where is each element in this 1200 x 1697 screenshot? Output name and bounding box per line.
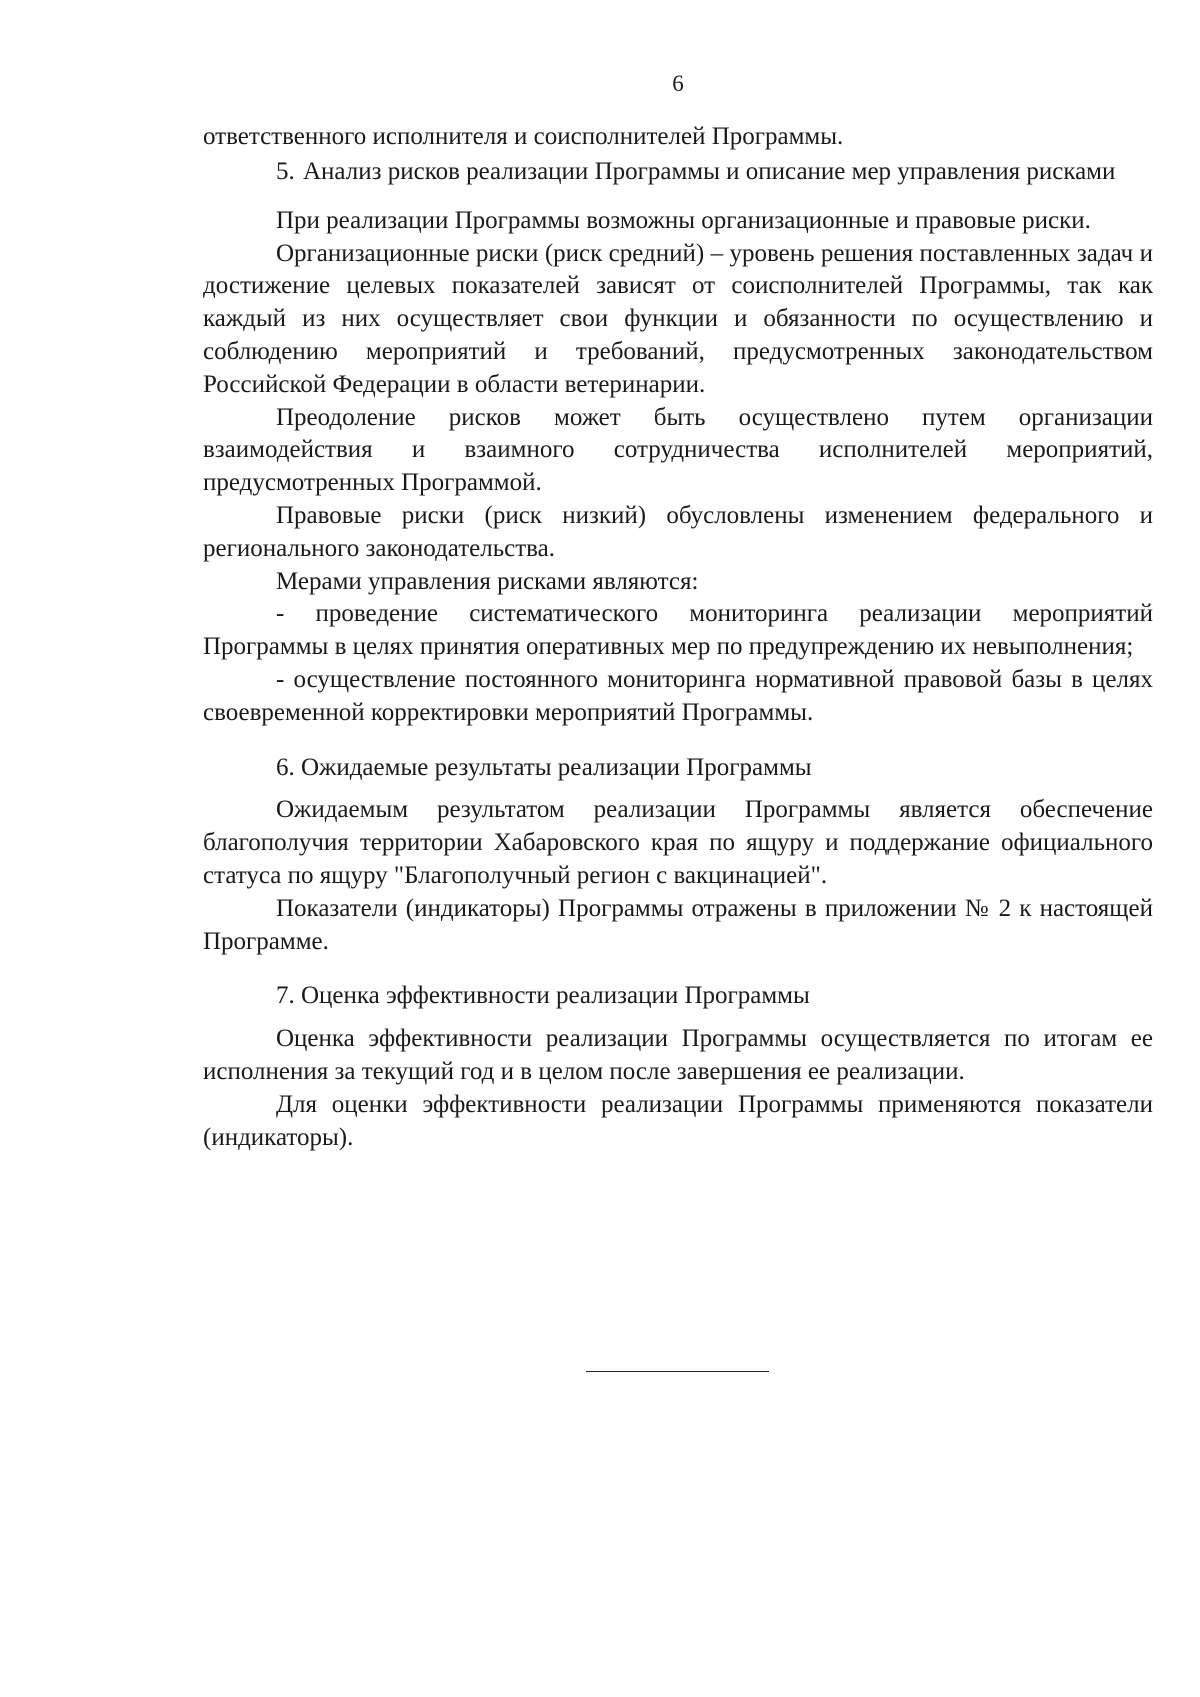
section-5-paragraph-2: Организационные риски (риск средний) – уровень решения поставленных задач и достижение целевых показателей зависят от соисполнителей Программы, так как каждый из них осуществляет свои функции и обязанности по осуществлению и соблюдению мероприятий и требований, предусмотренных законодательством Российской Федерации в области ветеринарии. <box>203 239 1153 398</box>
section-6-heading: 6. Ожидаемые результаты реализации Программы <box>276 753 812 781</box>
section-5-paragraph-5: Мерами управления рисками являются: <box>276 567 699 595</box>
section-6-paragraph-1: Ожидаемым результатом реализации Программы является обеспечение благополучия территории Хабаровского края по ящуру и поддержание официального статуса по ящуру "Благополучный регион с вакцинацией". <box>203 796 1153 889</box>
section-5-list-item-2: - осуществление постоянного мониторинга нормативной правовой базы в целях своевременной корректировки мероприятий Программы. <box>203 665 1153 726</box>
section-5-paragraph-1: При реализации Программы возможны организационные и правовые риски. <box>276 206 1091 234</box>
section-5-number: 5. <box>276 157 295 185</box>
section-7-heading: 7. Оценка эффективности реализации Программы <box>276 982 810 1010</box>
section-5-title: Анализ рисков реализации Программы и описание мер управления рисками <box>303 157 1116 185</box>
section-5-paragraph-3: Преодоление рисков может быть осуществлено путем организации взаимодействия и взаимного сотрудничества исполнителей мероприятий, предусмотренных Программой. <box>203 403 1153 497</box>
section-5-paragraph-4: Правовые риски (риск низкий) обусловлены изменением федерального и регионального законодательства. <box>203 501 1153 562</box>
document-body <box>203 121 1153 1154</box>
section-7-paragraph-2: Для оценки эффективности реализации Программы применяются показатели (индикаторы). <box>203 1090 1153 1151</box>
continued-paragraph: ответственного исполнителя и соисполнителей Программы. <box>203 123 844 150</box>
section-5-list-item-1: - проведение систематического мониторинга реализации мероприятий Программы в целях принятия оперативных мер по предупреждению их невыполнения; <box>203 600 1153 661</box>
page-number: 6 <box>672 71 684 96</box>
section-7-paragraph-1: Оценка эффективности реализации Программы осуществляется по итогам ее исполнения за текущий год и в целом после завершения ее реализации. <box>203 1025 1153 1085</box>
end-of-document-line <box>586 1371 769 1372</box>
section-5-heading <box>203 158 1153 186</box>
section-6-paragraph-2: Показатели (индикаторы) Программы отражены в приложении № 2 к настоящей Программе. <box>203 894 1153 955</box>
